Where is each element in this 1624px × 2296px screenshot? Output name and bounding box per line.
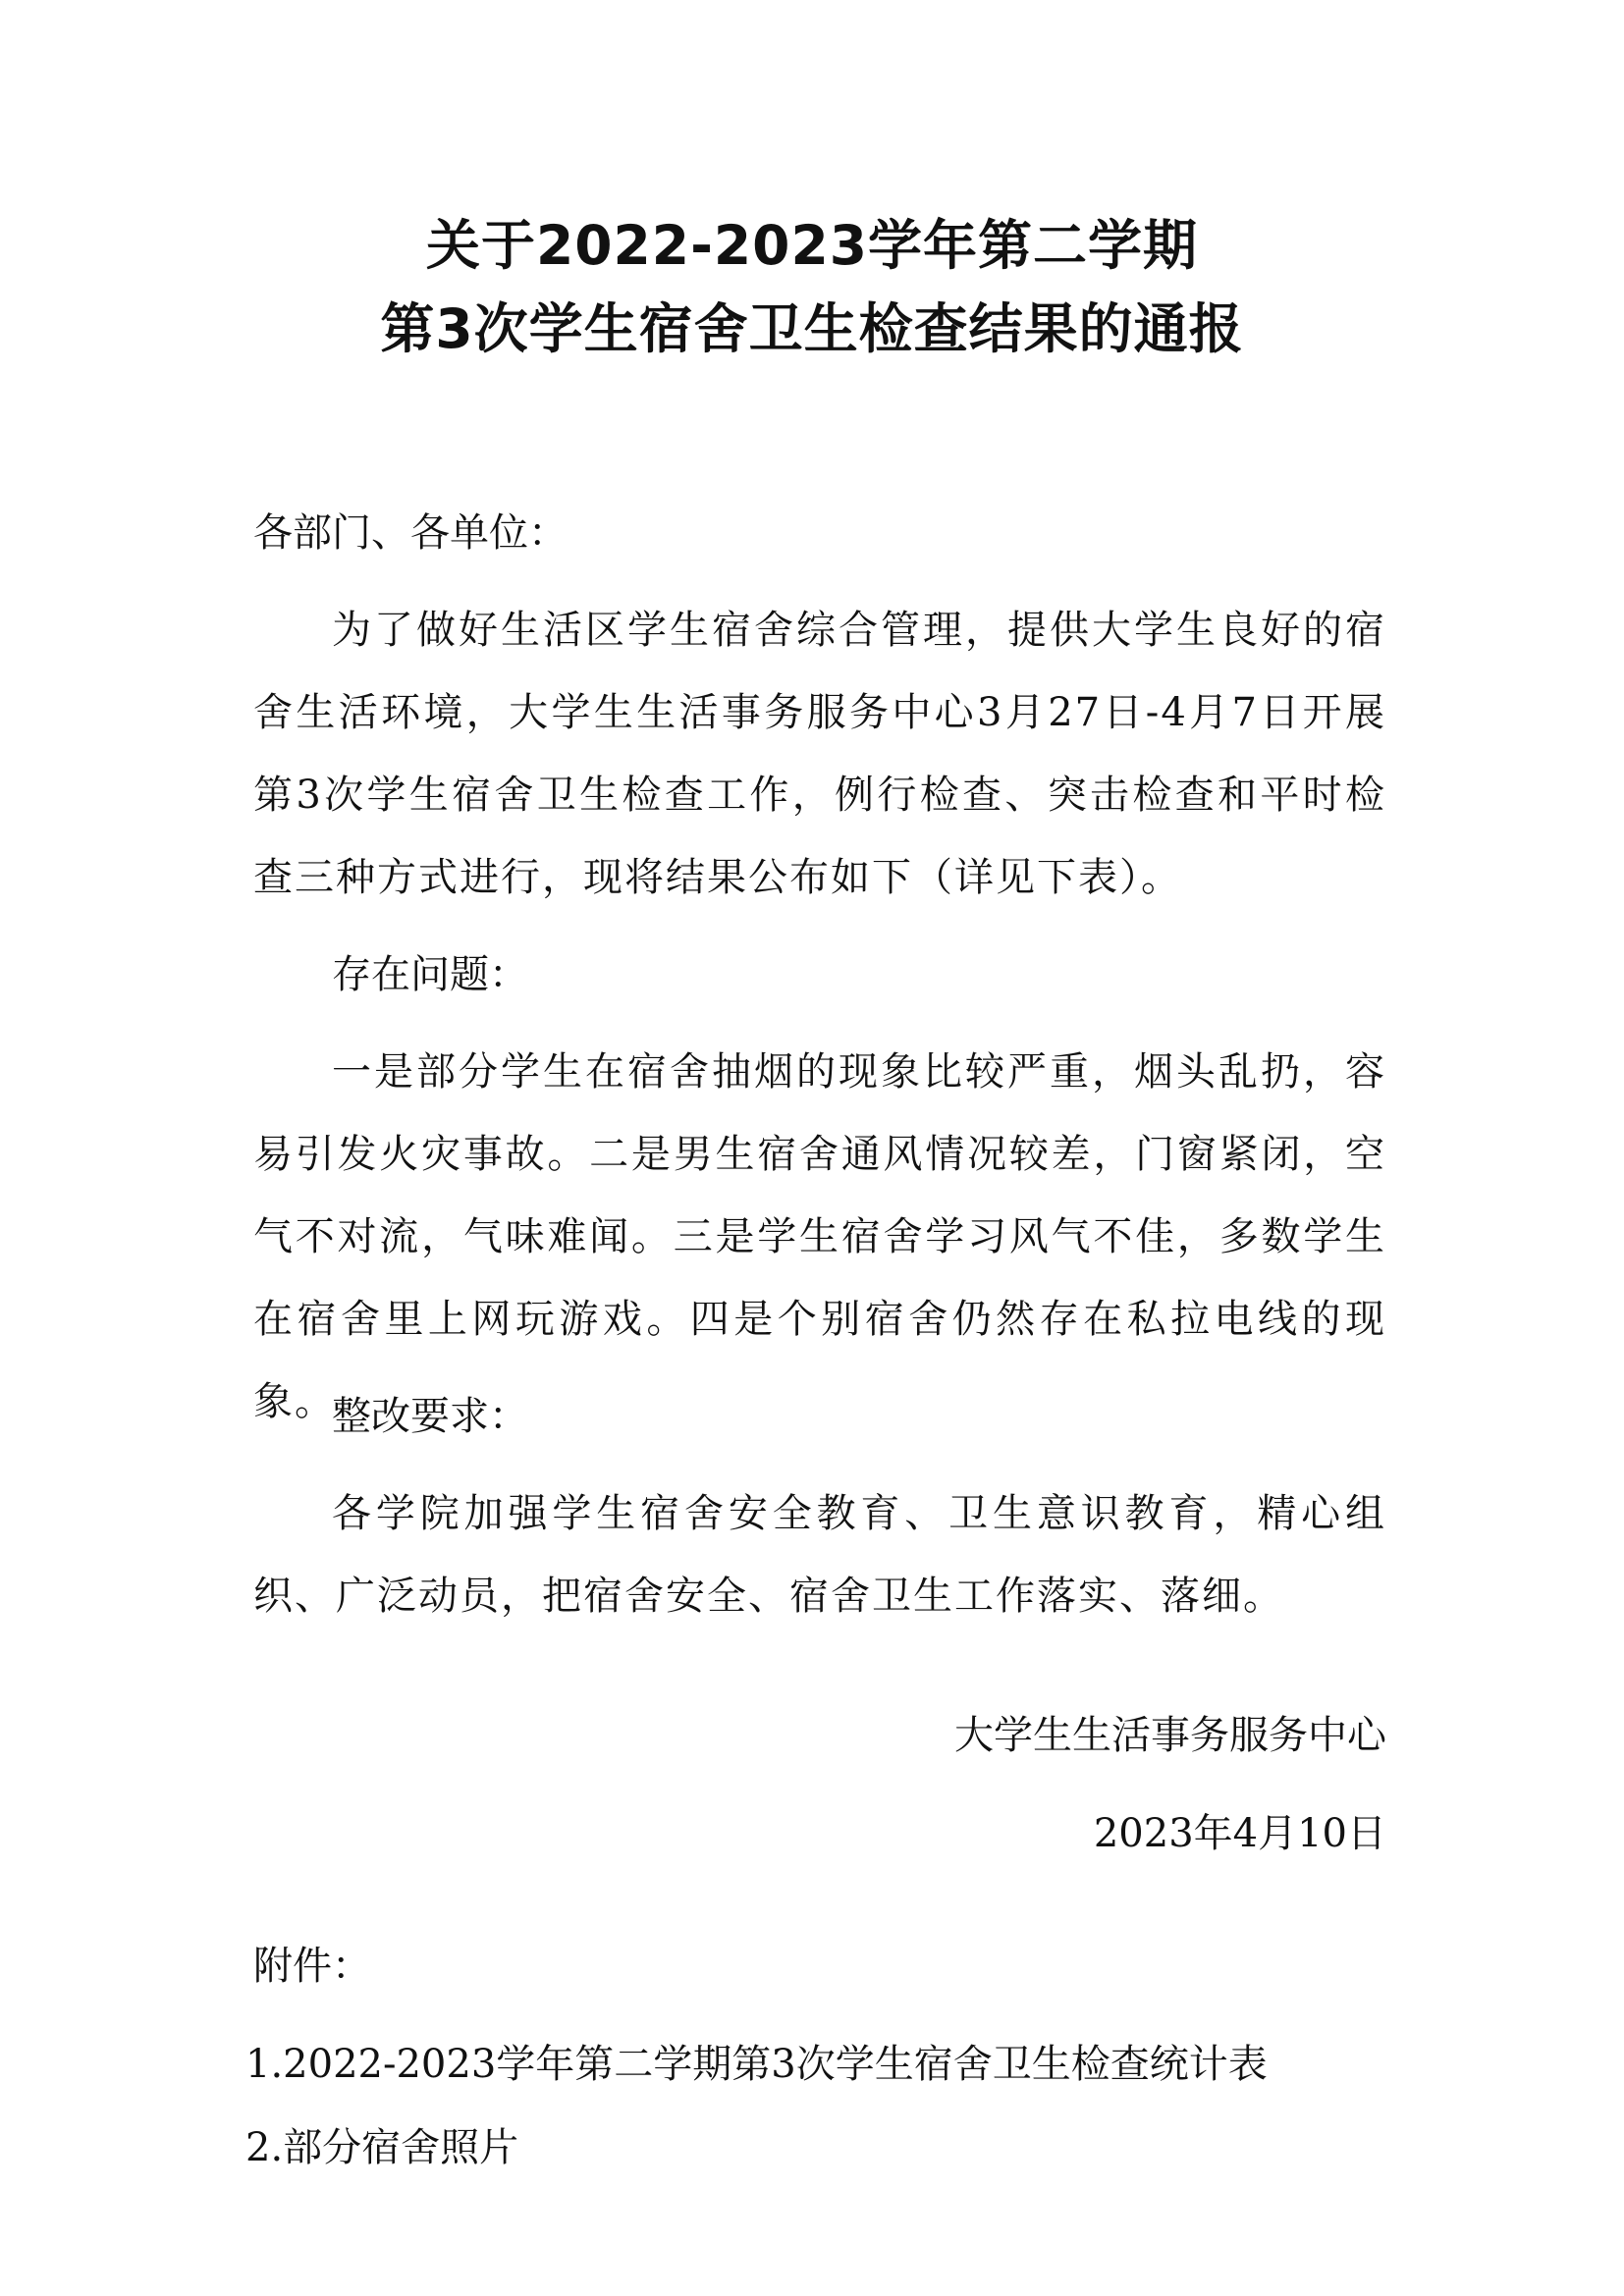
signature-date: 2023年4月10日 bbox=[1093, 1811, 1386, 1856]
paragraph-problems: 一是部分学生在宿舍抽烟的现象比较严重，烟头乱扔，容易引发火灾事故。二是男生宿舍通风情况较差，门窗紧闭，空气不对流，气味难闻。三是学生宿舍学习风气不佳，多数学生在宿舍里上网玩游戏。四是个别宿舍仍然存在私拉电线的现象。 bbox=[253, 1049, 1386, 1424]
requirements-heading: 整改要求： bbox=[332, 1394, 528, 1439]
document-title-line-2: 第3次学生宿舍卫生检查结果的通报 bbox=[380, 297, 1244, 360]
document-title-line-1: 关于2022-2023学年第二学期 bbox=[426, 214, 1198, 277]
salutation: 各部门、各单位： bbox=[253, 510, 568, 556]
attachments-heading: 附件： bbox=[253, 1944, 371, 1989]
paragraph-requirements: 各学院加强学生宿舍安全教育、卫生意识教育，精心组织、广泛动员，把宿舍安全、宿舍卫生工作落实、落细。 bbox=[253, 1491, 1386, 1619]
attachment-item-1: 1.2022-2023学年第二学期第3次学生宿舍卫生检查统计表 bbox=[245, 2042, 1268, 2087]
paragraph-intro: 为了做好生活区学生宿舍综合管理，提供大学生良好的宿舍生活环境，大学生生活事务服务中心3月27日-4月7日开展第3次学生宿舍卫生检查工作，例行检查、突击检查和平时检查三种方式进行，现将结果公布如下（详见下表）。 bbox=[253, 608, 1386, 900]
signature-issuer: 大学生生活事务服务中心 bbox=[954, 1713, 1386, 1758]
problems-heading: 存在问题： bbox=[332, 952, 528, 997]
attachment-item-2: 2.部分宿舍照片 bbox=[245, 2125, 519, 2170]
